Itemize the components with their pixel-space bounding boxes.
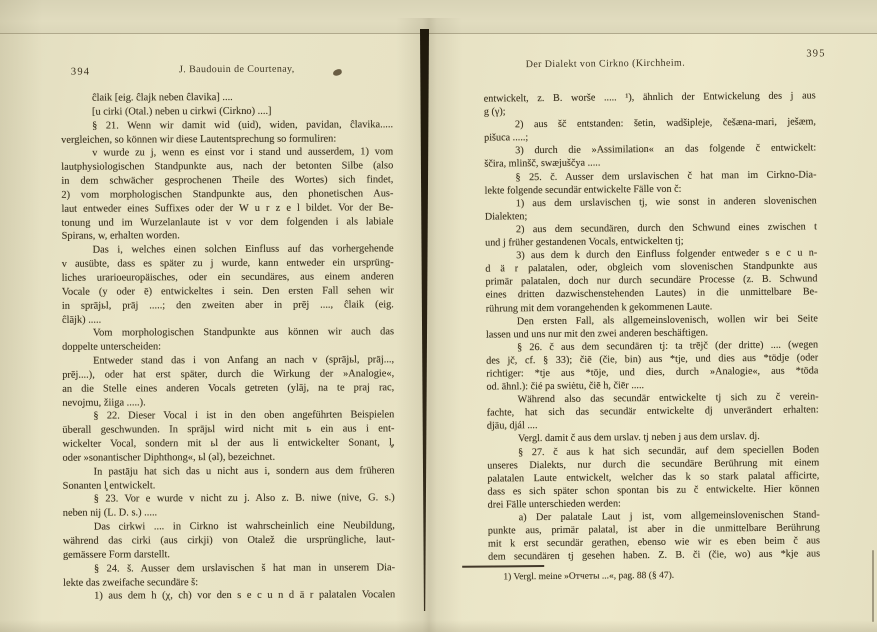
text-line: 2) aus dem secundären, durch den Schwund eines zwischen t bbox=[515, 221, 818, 236]
text-line: mit k erst secundär gerathen, ebenso wie wir es eben beim č aus bbox=[487, 535, 821, 550]
text-line: und j früher gestandenen Vocals, entwickelten tj; bbox=[485, 235, 684, 249]
text-line: Entweder stand das i von Anfang an nach v (sprājьl, prāj..., bbox=[93, 354, 395, 367]
text-line: § 22. Dieser Vocal i ist in den oben angeführten Beispielen bbox=[93, 409, 395, 422]
text-line: § 21. Wenn wir damit wid (uid), widen, pavidan, ĉlavika..... bbox=[92, 118, 394, 132]
text-line: v ausübte, dass es später zu j wurde, kann entweder ein ursprüng- bbox=[61, 257, 394, 270]
text-line: entwickelt, z. B. worše ..... ¹), ähnlich der Entwickelung des j aus bbox=[483, 90, 816, 105]
text-line: eines dritten dazwischenstehenden Lautes) in die unmittelbare Be- bbox=[485, 286, 818, 301]
text-line: ĉlaik [eig. ĉlajk neben ĉlavika] .... bbox=[91, 91, 233, 104]
ink-smudge bbox=[332, 68, 342, 76]
text-line: v wurde zu j, wenn es einst vor i stand und ausserdem, 1) vom bbox=[92, 146, 394, 159]
page-number-left: 394 bbox=[70, 66, 91, 78]
text-line: pišuca .....; bbox=[484, 132, 529, 144]
text-line: prēj....), oder hat erst später, durch die Wirkung der »Analogie«, bbox=[62, 368, 395, 381]
text-line: doppelte unterscheiden: bbox=[62, 341, 162, 353]
text-line: ščira, mlinšč, swæjuščya ..... bbox=[484, 157, 601, 171]
text-line: punkte aus, primär palatal, ist aber in die unmittelbare Berührung bbox=[487, 522, 820, 537]
text-line: Vergl. damit č aus dem urslav. tj neben j aus dem urslav. dj. bbox=[517, 431, 760, 445]
text-line: 2) vom morphologischen Standpunkte aus, den phonetischen Aus- bbox=[61, 188, 394, 201]
text-line: laut entweder eines Suffixes oder der W u r z e l bildet. Vor der Be- bbox=[61, 202, 394, 215]
bottom-edge-shadow bbox=[0, 620, 877, 632]
text-line: in dem schwächer gesprochenen Theile des Wortes) sich findet, bbox=[61, 174, 394, 187]
text-line: djäu, djál .... bbox=[486, 420, 538, 432]
text-line: richtiger: *tje aus *töje, und dies, durch »Analogie«, aus *töda bbox=[486, 365, 819, 380]
text-line: In pastāju hat sich das u nicht aus i, sondern aus dem früheren bbox=[93, 465, 395, 478]
text-line: Das cirkwi .... in Cirkno ist wahrscheinlich eine Neubildung, bbox=[93, 520, 395, 533]
text-line: unseres Dialekts, nur durch die secundäre Berührung mit einem bbox=[487, 457, 820, 472]
text-line: 3) aus dem k durch den Einfluss folgender entweder s e c u n- bbox=[516, 247, 818, 262]
text-line: an die Stelle eines anderen Vocals getreten (ylāj, na te praj rac, bbox=[62, 381, 395, 395]
text-line: lassen und uns nur mit den zwei anderen beschäftigen. bbox=[485, 327, 709, 341]
text-line: 3) durch die »Assimilation« an das folgende č entwickelt: bbox=[515, 142, 817, 157]
text-line: g (γ); bbox=[483, 106, 506, 118]
text-line: 1) aus dem h (χ, ch) vor den s e c u n d ä r palatalen Vocalen bbox=[94, 589, 396, 602]
text-line: neben nij (L. D. s.) ..... bbox=[62, 507, 158, 520]
text-line: rührung mit dem vorangehenden k gekommenen Laute. bbox=[485, 300, 713, 315]
text-line: lekte folgende secundär entwickelte Fälle von č: bbox=[484, 183, 682, 197]
text-line: ĉlājk) ..... bbox=[61, 314, 102, 326]
text-line: des jč, cf. § 33); čiē (čie, bin) aus *tje, und dies aus *tödje (oder bbox=[486, 352, 819, 367]
text-line: Das i, welches einen solchen Einfluss auf das vorhergehende bbox=[92, 243, 394, 256]
right-page-text bbox=[484, 89, 821, 564]
text-line: § 26. č aus dem secundären tj: ta trējč (der dritte) .... (wegen bbox=[517, 339, 819, 354]
text-line: palatalen Laute entwickelt, welcher das k so stark palatal afficirte, bbox=[487, 470, 820, 485]
text-line: 2) aus šč entstanden: šetin, wadšipleje, češæna-mari, ješæm, bbox=[514, 116, 817, 131]
text-line: § 27. č aus k hat sich secundär, auf dem speciellen Boden bbox=[518, 443, 820, 458]
text-line: § 23. Vor e wurde v nicht zu j. Also z. B. niwe (nive, G. s.) bbox=[93, 492, 395, 506]
text-line: dem secundären tj gesehen haben. Z. B. či (čie, wo) aus *kje aus bbox=[488, 548, 821, 563]
running-head-left: J. Baudouin de Courtenay, bbox=[178, 63, 295, 76]
text-line: lautphysiologischen Standpunkte aus, nach der betonten Silbe (also bbox=[61, 160, 394, 173]
footnote: 1) Vergl. meine »Отчеты ...«, pag. 88 (§ 47). bbox=[503, 570, 675, 583]
text-line: in sprājьl, prāj .....; den zweiten aber in prēj ...., ĉlaik (eig. bbox=[61, 298, 394, 312]
text-line: d ä r palatalen, oder, obgleich vom slovenischen Standpunkte aus bbox=[485, 260, 818, 275]
text-line: vergleichen, so können wir diese Lautentsprechung so formuliren: bbox=[61, 133, 337, 146]
page-number-right: 395 bbox=[806, 48, 826, 60]
text-line: 1) aus dem urslavischen tj, wie sonst in anderen slovenischen bbox=[515, 195, 817, 210]
left-page bbox=[37, 32, 420, 632]
text-line: fachte, hat sich das secundär entwickelte dj unverändert erhalten: bbox=[486, 404, 819, 419]
text-line: während das cirki (aus cirkji) von Otalež die ursprüngliche, laut- bbox=[62, 534, 395, 547]
text-line: nevojmu, žiiga .....). bbox=[62, 396, 146, 409]
text-line: a) Der palatale Laut j ist, vom allgemeinslovenischen Stand- bbox=[518, 509, 820, 524]
text-line: wickelter Vocal, sondern mit ьl der aus li entwickelter Sonant, l̥, bbox=[62, 437, 395, 450]
text-line: lekte das zweifache secundäre š: bbox=[63, 576, 199, 589]
text-line: Während also das secundär entwickelte tj sich zu č verein- bbox=[517, 391, 819, 406]
text-line: oder »sonantischer Diphthong«, ьl (ǝl), bezeichnet. bbox=[62, 451, 276, 464]
text-line: tonung und im Wurzelanlaute ist v vor dem folgenden i als labiale bbox=[61, 215, 394, 229]
text-line: Vocale (y oder ē) entwickeltes i sein. Den ersten Fall sehen wir bbox=[61, 285, 394, 298]
left-edge-shadow bbox=[0, 0, 42, 632]
text-line: Spirans, w, erhalten worden. bbox=[61, 230, 180, 243]
text-line: gemässere Form darstellt. bbox=[62, 549, 171, 561]
text-line: primär palatalen, doch nur durch secundäre Processe (z. B. Schwund bbox=[485, 273, 818, 288]
text-line: Den ersten Fall, als allgemeinslovenisch, wollen wir bei Seite bbox=[516, 312, 818, 327]
text-line: Vom morphologischen Standpunkte aus können wir auch das bbox=[92, 326, 395, 339]
left-page-text bbox=[61, 90, 395, 604]
right-edge-crease bbox=[872, 550, 874, 622]
text-line: drei Fälle unterschieden werden: bbox=[487, 498, 621, 511]
text-line: Dialekten; bbox=[484, 211, 528, 223]
footnote-separator bbox=[462, 565, 544, 567]
text-line: od. ähnl.): čié pa swiėtu, čiē h, čiēr ..... bbox=[486, 380, 645, 393]
running-head-right: Der Dialekt von Cirkno (Kirchheim. bbox=[525, 57, 686, 71]
right-page bbox=[440, 21, 877, 632]
text-line: [u cirki (Otal.) neben u cirkwi (Cirkno) ....] bbox=[92, 105, 272, 118]
text-line: dass es sich später schon spontan bis zu č entwickelte. Hier können bbox=[487, 483, 820, 498]
text-line: § 25. č. Ausser dem urslavischen č hat man im Cirkno-Dia- bbox=[515, 168, 817, 183]
text-line: Sonanten l̥ entwickelt. bbox=[62, 479, 156, 492]
text-line: überall geschwunden. In sprājьl wird nicht mit ь ein aus i ent- bbox=[62, 423, 395, 436]
text-line: liches urarioeuropäisches, oder ein secundäres, aus einem anderen bbox=[61, 271, 394, 284]
text-line: § 24. š. Ausser dem urslavischen š hat man in unserem Dia- bbox=[94, 561, 396, 575]
